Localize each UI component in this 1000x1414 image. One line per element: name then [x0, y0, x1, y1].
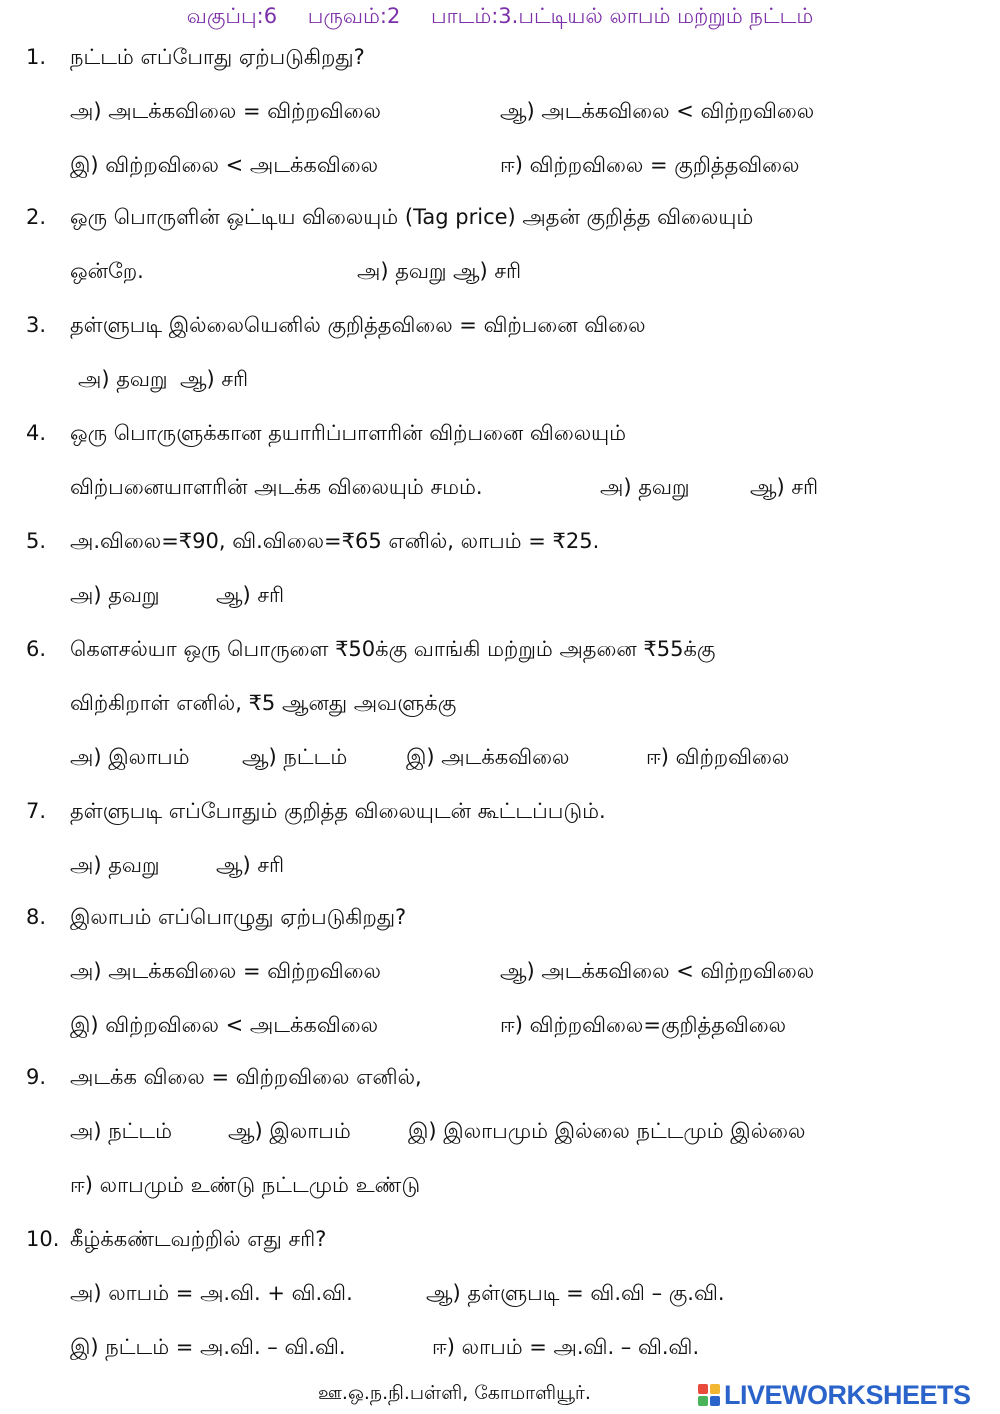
term-label: பருவம்:2: [307, 4, 401, 28]
option-a[interactable]: அ) லாபம் = அ.வி. + வி.வி.: [70, 1281, 353, 1305]
question-text: தள்ளுபடி இல்லையெனில் குறித்தவிலை = விற்பனை விலை: [70, 313, 646, 337]
question-5: [26, 514, 976, 622]
question-4: [26, 406, 976, 514]
question-text-continued: விற்கிறாள் எனில், ₹5 ஆனது அவளுக்கு: [70, 691, 457, 715]
option-b[interactable]: ஆ) இலாபம்: [228, 1119, 351, 1143]
option-a[interactable]: அ) தவறு: [78, 367, 168, 391]
question-number: 7.: [26, 799, 47, 823]
question-number: 2.: [26, 205, 47, 229]
question-text: தள்ளுபடி எப்போதும் குறித்த விலையுடன் கூட்டப்படும்.: [70, 799, 606, 823]
page-footer: [0, 1378, 1000, 1412]
option-c[interactable]: இ) விற்றவிலை < அடக்கவிலை: [70, 153, 379, 177]
option-b[interactable]: ஆ) சரி: [180, 367, 249, 391]
option-d[interactable]: ஈ) விற்றவிலை = குறித்தவிலை: [500, 153, 800, 177]
class-label: வகுப்பு:6: [186, 4, 278, 28]
liveworksheets-logo-text: LIVEWORKSHEETS: [724, 1379, 971, 1410]
question-number: 5.: [26, 529, 47, 553]
option-b[interactable]: ஆ) அடக்கவிலை < விற்றவிலை: [500, 99, 815, 123]
option-a[interactable]: அ) தவறு: [600, 475, 690, 499]
question-3: [26, 298, 976, 406]
option-c[interactable]: இ) விற்றவிலை < அடக்கவிலை: [70, 1013, 379, 1037]
question-number: 1.: [26, 45, 47, 69]
option-b[interactable]: ஆ) தள்ளுபடி = வி.வி – கு.வி.: [426, 1281, 725, 1305]
question-1: [26, 30, 976, 192]
option-d[interactable]: ஈ) லாபம் = அ.வி. – வி.வி.: [432, 1335, 700, 1359]
question-text: கௌசல்யா ஒரு பொருளை ₹50க்கு வாங்கி மற்றும் அதனை ₹55க்கு: [70, 637, 716, 661]
question-number: 6.: [26, 637, 47, 661]
option-b[interactable]: ஆ) சரி: [750, 475, 819, 499]
option-b[interactable]: ஆ) சரி: [216, 853, 285, 877]
option-b[interactable]: ஆ) அடக்கவிலை < விற்றவிலை: [500, 959, 815, 983]
liveworksheets-logo-icon: [698, 1384, 720, 1406]
option-a[interactable]: அ) நட்டம்: [70, 1119, 173, 1143]
question-text: அடக்க விலை = விற்றவிலை எனில்,: [70, 1065, 422, 1089]
option-d[interactable]: ஈ) விற்றவிலை=குறித்தவிலை: [500, 1013, 787, 1037]
question-text: நட்டம் எப்போது ஏற்படுகிறது?: [70, 45, 365, 69]
question-6: [26, 622, 976, 784]
question-number: 4.: [26, 421, 47, 445]
question-text: ஒரு பொருளின் ஒட்டிய விலையும் (Tag price) அதன் குறித்த விலையும்: [70, 205, 754, 229]
question-8: [26, 890, 976, 1052]
option-d[interactable]: ஈ) விற்றவிலை: [646, 745, 790, 769]
option-a[interactable]: அ) தவறு: [70, 853, 160, 877]
question-text: கீழ்க்கண்டவற்றில் எது சரி?: [70, 1227, 327, 1251]
option-c[interactable]: இ) அடக்கவிலை: [406, 745, 570, 769]
option-c[interactable]: இ) நட்டம் = அ.வி. – வி.வி.: [70, 1335, 346, 1359]
liveworksheets-logo: [698, 1380, 971, 1410]
question-text: அ.விலை=₹90, வி.விலை=₹65 எனில், லாபம் = ₹25.: [70, 529, 600, 553]
option-b[interactable]: ஆ) சரி: [453, 259, 522, 283]
worksheet-header: [0, 4, 1000, 31]
option-d[interactable]: ஈ) லாபமும் உண்டு நட்டமும் உண்டு: [70, 1173, 421, 1197]
question-number: 9.: [26, 1065, 47, 1089]
question-7: [26, 784, 976, 892]
school-name: ஊ.ஒ.ந.நி.பள்ளி, கோமாளியூர்.: [318, 1382, 591, 1404]
question-number: 8.: [26, 905, 47, 929]
question-text-continued: விற்பனையாளரின் அடக்க விலையும் சமம்.: [70, 475, 483, 499]
question-10: [26, 1212, 976, 1374]
option-a[interactable]: அ) இலாபம்: [70, 745, 190, 769]
question-2: [26, 190, 976, 298]
question-number: 3.: [26, 313, 47, 337]
question-text: ஒரு பொருளுக்கான தயாரிப்பாளரின் விற்பனை விலையும்: [70, 421, 627, 445]
option-c[interactable]: இ) இலாபமும் இல்லை நட்டமும் இல்லை: [408, 1119, 806, 1143]
question-9: [26, 1050, 976, 1212]
question-text: இலாபம் எப்பொழுது ஏற்படுகிறது?: [70, 905, 407, 929]
option-b[interactable]: ஆ) நட்டம்: [242, 745, 348, 769]
option-b[interactable]: ஆ) சரி: [216, 583, 285, 607]
question-number: 10.: [26, 1227, 60, 1251]
option-a[interactable]: அ) அடக்கவிலை = விற்றவிலை: [70, 959, 381, 983]
option-a[interactable]: அ) தவறு: [357, 259, 447, 283]
option-a[interactable]: அ) தவறு: [70, 583, 160, 607]
question-text-continued: ஒன்றே.: [70, 259, 144, 283]
lesson-label: பாடம்:3.பட்டியல் லாபம் மற்றும் நட்டம்: [431, 4, 814, 28]
option-a[interactable]: அ) அடக்கவிலை = விற்றவிலை: [70, 99, 381, 123]
